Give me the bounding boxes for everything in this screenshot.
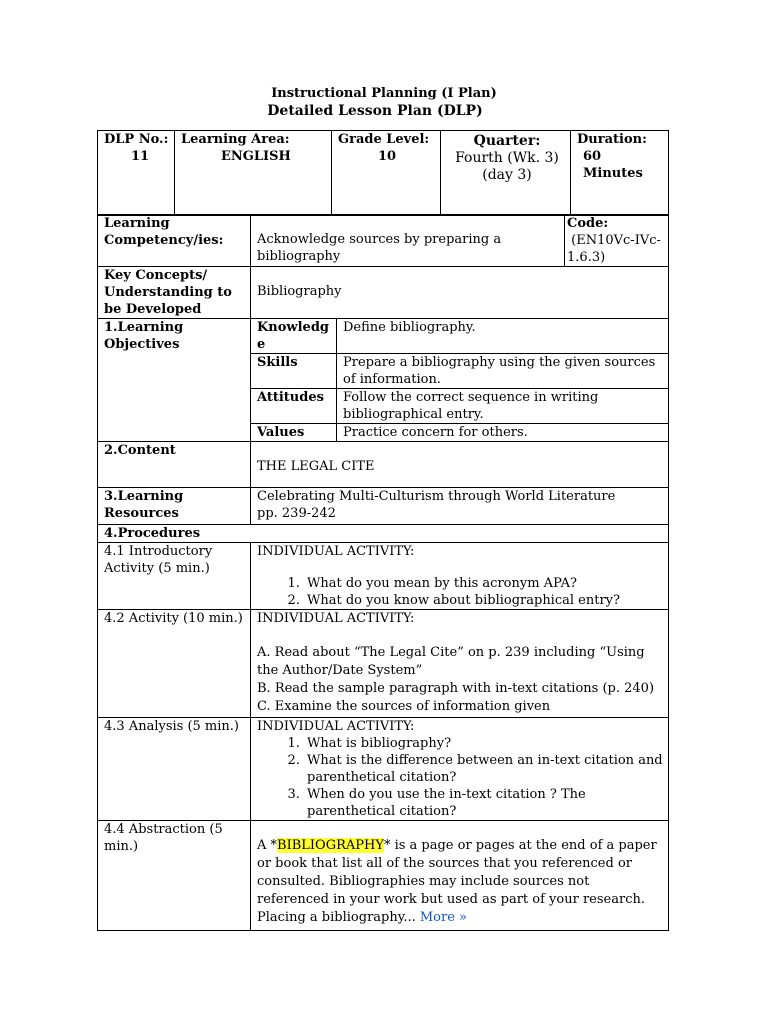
abstraction-text: * is a page or pages at the end of a paper or book that list all of the sources that you referenced or consulted. Bibliographies may include sources not referenced in your work but used as part of your research. Placing a bibliography... <box>257 838 657 925</box>
dlp-number-value: 11 <box>131 149 150 164</box>
activity-step-b: B. Read the sample paragraph with in-text citations (p. 240) <box>257 681 655 696</box>
activity-step-c: C. Examine the sources of information given <box>257 699 551 714</box>
duration-cell <box>571 131 669 216</box>
activity-step-a: A. Read about “The Legal Cite” on p. 239 including “Using the Author/Date System” <box>257 645 645 678</box>
code-label: Code: <box>567 216 609 231</box>
abstraction-label: 4.4 Abstraction (5 min.) <box>98 821 251 931</box>
intro-activity-list <box>257 575 665 609</box>
objectives-label: 1.Learning Objectives <box>98 319 251 442</box>
learning-area-value: ENGLISH <box>221 149 291 164</box>
content-label: 2.Content <box>98 442 251 488</box>
objective-text-skills: Prepare a bibliography using the given sources of information. <box>337 354 669 389</box>
lesson-plan-table <box>97 214 669 931</box>
code-value: (EN10Vc-IVc-1.6.3) <box>567 233 661 265</box>
grade-level-value: 10 <box>378 149 397 164</box>
objective-domain-knowledge: Knowledge <box>251 319 337 354</box>
list-item: 2. What do you know about bibliographical entry? <box>304 592 665 609</box>
quarter-label: Quarter: <box>473 133 541 149</box>
quarter-value: Fourth (Wk. 3) <box>455 150 559 166</box>
code-cell <box>565 215 669 267</box>
dlp-number-cell <box>98 131 175 216</box>
objective-domain-attitudes: Attitudes <box>251 389 337 424</box>
learning-area-label: Learning Area: <box>181 132 290 147</box>
quarter-cell <box>441 131 571 216</box>
analysis-label: 4.3 Analysis (5 min.) <box>98 718 251 821</box>
activity-heading: INDIVIDUAL ACTIVITY: <box>257 611 415 626</box>
objective-text-attitudes: Follow the correct sequence in writing bibliographical entry. <box>337 389 669 424</box>
procedures-heading: 4.Procedures <box>98 525 669 543</box>
objective-text-knowledge: Define bibliography. <box>337 319 669 354</box>
activity-content <box>251 610 669 718</box>
competency-label: Learning Competency/ies: <box>98 215 251 267</box>
list-item: 1. What do you mean by this acronym APA? <box>304 575 665 592</box>
key-concepts-label: Key Concepts/ Understanding to be Developed <box>98 267 251 319</box>
content-value: THE LEGAL CITE <box>251 442 669 488</box>
abstraction-prefix: A * <box>257 838 278 853</box>
dlp-info-table <box>97 130 669 216</box>
intro-activity-content <box>251 543 669 610</box>
intro-activity-label: 4.1 Introductory Activity (5 min.) <box>98 543 251 610</box>
objective-domain-skills: Skills <box>251 354 337 389</box>
dlp-number-label: DLP No.: <box>104 132 169 147</box>
list-item: 2. What is the difference between an in-text citation and parenthetical citation? <box>304 752 665 786</box>
objective-domain-values: Values <box>251 424 337 442</box>
analysis-heading: INDIVIDUAL ACTIVITY: <box>257 719 415 734</box>
competency-value: Acknowledge sources by preparing a bibliography <box>251 215 565 267</box>
grade-level-label: Grade Level: <box>338 132 430 147</box>
learning-area-cell <box>175 131 332 216</box>
list-item: 1. What is bibliography? <box>304 735 665 752</box>
duration-label: Duration: <box>577 132 647 147</box>
more-link[interactable]: More » <box>419 910 468 925</box>
key-concepts-value: Bibliography <box>251 267 669 319</box>
intro-activity-heading: INDIVIDUAL ACTIVITY: <box>257 544 415 559</box>
list-item: 3. When do you use the in-text citation ? The parenthetical citation? <box>304 786 665 820</box>
duration-value: 60 Minutes <box>583 149 643 181</box>
abstraction-content <box>251 821 669 931</box>
objective-text-values: Practice concern for others. <box>337 424 669 442</box>
document-subtitle: Detailed Lesson Plan (DLP) <box>267 103 483 119</box>
bibliography-highlight: BIBLIOGRAPHY <box>277 838 384 853</box>
activity-label: 4.2 Activity (10 min.) <box>98 610 251 718</box>
resources-label: 3.Learning Resources <box>98 488 251 525</box>
analysis-list <box>257 735 665 820</box>
analysis-content <box>251 718 669 821</box>
quarter-day: (day 3) <box>482 167 532 183</box>
resources-value <box>251 488 669 525</box>
resources-pages: pp. 239-242 <box>257 506 336 521</box>
grade-level-cell <box>332 131 441 216</box>
resources-book: Celebrating Multi-Culturism through World Literature <box>257 489 616 504</box>
document-title: Instructional Planning (I Plan) <box>271 86 497 101</box>
